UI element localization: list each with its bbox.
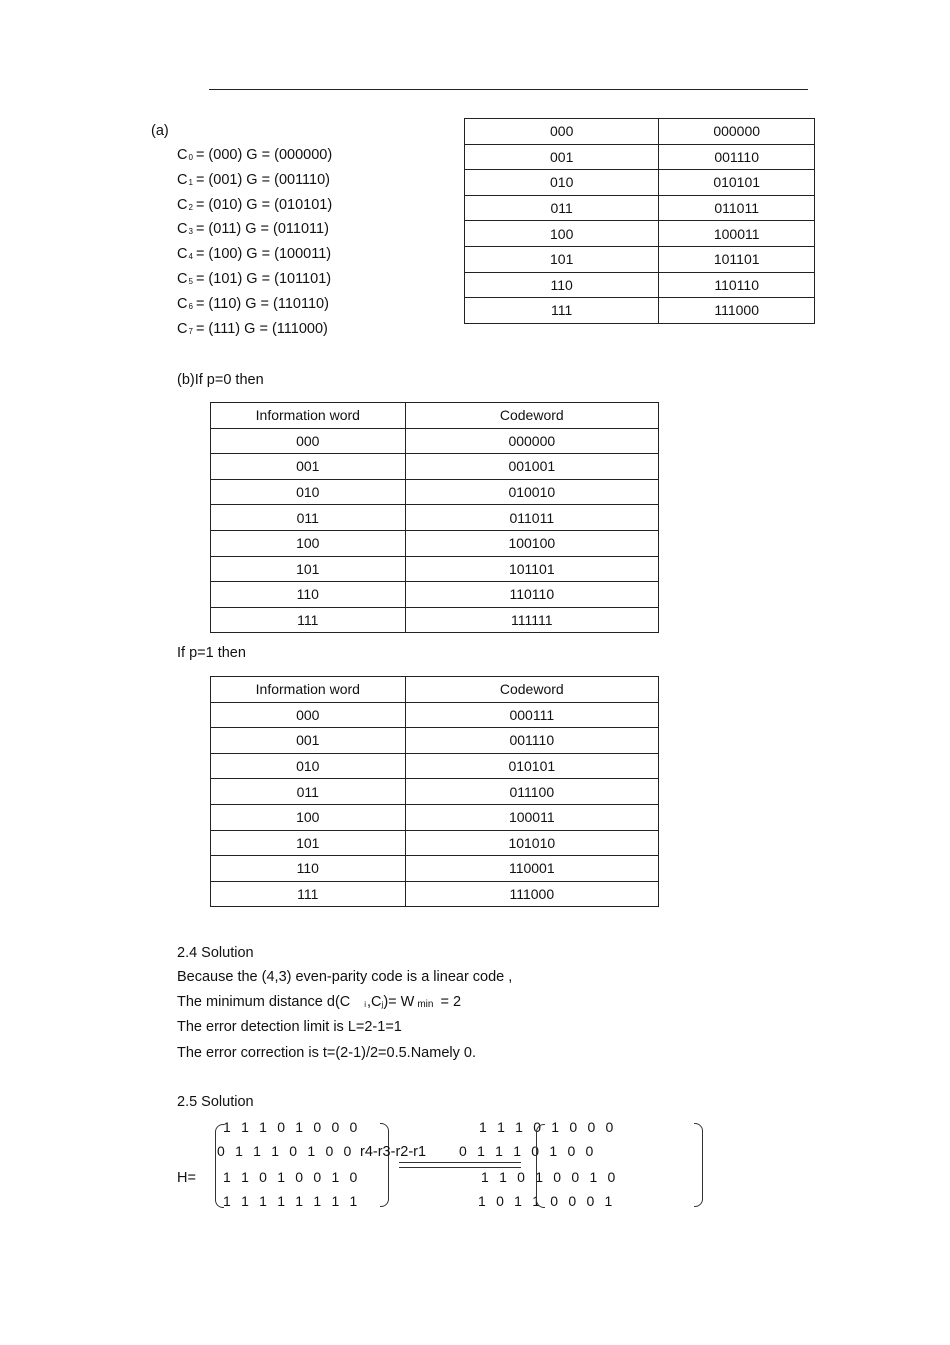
information-word-cell: 010 [211, 753, 406, 779]
header-information-word: Information word [211, 677, 406, 703]
table-row [211, 607, 659, 633]
codeword-cell: 100011 [405, 804, 658, 830]
p1-heading: If p=1 then [177, 645, 246, 661]
s24-line4: The error correction is t=(2-1)/2=0.5.Namely 0. [177, 1045, 476, 1061]
information-word-cell: 101 [211, 556, 406, 582]
arrow-line-top [399, 1162, 521, 1163]
p0-heading: (b)If p=0 then [177, 372, 264, 388]
table-row [211, 804, 659, 830]
left-bracket [215, 1124, 224, 1208]
matrix-row: 1 1 1 1 1 1 1 1 [223, 1193, 361, 1209]
matrix-row: 0 1 1 1 0 1 0 0 [459, 1143, 597, 1159]
codeword-cell: 010101 [659, 170, 815, 196]
information-word-cell: 001 [211, 454, 406, 480]
information-word-cell: 110 [465, 272, 659, 298]
codeword-cell: 010101 [405, 753, 658, 779]
codeword-table-p1 [210, 676, 659, 907]
table-row [211, 582, 659, 608]
information-word-cell: 111 [211, 881, 406, 907]
table-row [211, 830, 659, 856]
table-row [211, 881, 659, 907]
codeword-line: C6 = (110) G = (110110) [177, 295, 329, 312]
information-word-cell: 110 [211, 582, 406, 608]
codeword-cell: 011011 [659, 195, 815, 221]
codeword-line: C5 = (101) G = (101101) [177, 271, 332, 287]
header-codeword: Codeword [405, 677, 658, 703]
table-row [211, 479, 659, 505]
information-word-cell: 000 [211, 702, 406, 728]
information-word-cell: 111 [465, 298, 659, 324]
table-row [211, 728, 659, 754]
information-word-cell: 010 [211, 479, 406, 505]
codeword-line: C3 = (011) G = (011011) [177, 221, 329, 238]
information-word-cell: 100 [211, 530, 406, 556]
matrix-row: 0 1 1 1 0 1 0 0 [217, 1143, 355, 1159]
codeword-line: C2 = (010) G = (010101) [177, 196, 333, 213]
left-bracket [536, 1124, 545, 1208]
s25-title: 2.5 Solution [177, 1094, 254, 1110]
table-row [211, 779, 659, 805]
codeword-table-p0 [210, 402, 659, 633]
information-word-cell: 001 [211, 728, 406, 754]
codeword-line: C4 = (100) G = (100011) [177, 246, 332, 263]
s24-line2: The minimum distance d(C i,Cj)= W min = 2 [177, 994, 462, 1010]
information-word-cell: 011 [211, 779, 406, 805]
table-row [465, 144, 815, 170]
codeword-cell: 111000 [405, 881, 658, 907]
s24-line1: Because the (4,3) even-parity code is a linear code , [177, 969, 513, 985]
information-word-cell: 111 [211, 607, 406, 633]
matrix-row: 1 1 0 1 0 0 1 0 [481, 1169, 619, 1185]
codeword-cell: 100011 [659, 221, 815, 247]
right-bracket [694, 1123, 703, 1207]
table-row [211, 856, 659, 882]
codeword-table-a [464, 118, 815, 324]
information-word-cell: 011 [211, 505, 406, 531]
information-word-cell: 001 [465, 144, 659, 170]
codeword-cell: 111111 [405, 607, 658, 633]
table-row [465, 195, 815, 221]
codeword-cell: 110001 [405, 856, 658, 882]
table-row [211, 428, 659, 454]
row-operation-label: r4-r3-r2-r1 [360, 1144, 427, 1160]
codeword-cell: 101101 [659, 246, 815, 272]
information-word-cell: 010 [465, 170, 659, 196]
information-word-cell: 100 [465, 221, 659, 247]
codeword-cell: 110110 [405, 582, 658, 608]
table-row [211, 505, 659, 531]
right-bracket [380, 1123, 389, 1207]
table-row [465, 221, 815, 247]
header-information-word: Information word [211, 403, 406, 429]
information-word-cell: 110 [211, 856, 406, 882]
codeword-cell: 001110 [405, 728, 658, 754]
table-row [465, 272, 815, 298]
table-row [211, 702, 659, 728]
header-rule [209, 89, 808, 90]
information-word-cell: 100 [211, 804, 406, 830]
table-row [465, 119, 815, 145]
codeword-cell: 010010 [405, 479, 658, 505]
header-codeword: Codeword [405, 403, 658, 429]
h-label: H= [177, 1170, 196, 1186]
matrix-row: 1 1 1 0 1 0 0 0 [223, 1119, 361, 1135]
s24-title: 2.4 Solution [177, 945, 254, 961]
table-row [465, 246, 815, 272]
codeword-line: C7 = (111) G = (111000) [177, 320, 328, 337]
table-row [465, 298, 815, 324]
codeword-cell: 011011 [405, 505, 658, 531]
codeword-cell: 111000 [659, 298, 815, 324]
matrix-row: 1 1 0 1 0 0 1 0 [223, 1169, 361, 1185]
information-word-cell: 011 [465, 195, 659, 221]
codeword-cell: 110110 [659, 272, 815, 298]
codeword-cell: 000111 [405, 702, 658, 728]
codeword-line: C1 = (001) G = (001110) [177, 171, 331, 188]
codeword-cell: 100100 [405, 530, 658, 556]
codeword-cell: 000000 [405, 428, 658, 454]
matrix-row: 1 1 1 0 1 0 0 0 [479, 1119, 617, 1135]
codeword-line: C0 = (000) G = (000000) [177, 147, 333, 163]
table-row [211, 556, 659, 582]
table-row [211, 530, 659, 556]
codeword-cell: 001110 [659, 144, 815, 170]
codeword-cell: 000000 [659, 119, 815, 145]
information-word-cell: 101 [211, 830, 406, 856]
matrix-row: 1 0 1 1 0 0 0 1 [478, 1193, 616, 1209]
s24-line3: The error detection limit is L=2-1=1 [177, 1019, 402, 1035]
codeword-cell: 101010 [405, 830, 658, 856]
information-word-cell: 101 [465, 246, 659, 272]
table-row [465, 170, 815, 196]
table-row [211, 454, 659, 480]
codeword-cell: 011100 [405, 779, 658, 805]
part-a-label: (a) [151, 123, 169, 139]
arrow-line-bottom [399, 1167, 521, 1168]
codeword-cell: 001001 [405, 454, 658, 480]
table-row [211, 753, 659, 779]
information-word-cell: 000 [465, 119, 659, 145]
information-word-cell: 000 [211, 428, 406, 454]
codeword-cell: 101101 [405, 556, 658, 582]
